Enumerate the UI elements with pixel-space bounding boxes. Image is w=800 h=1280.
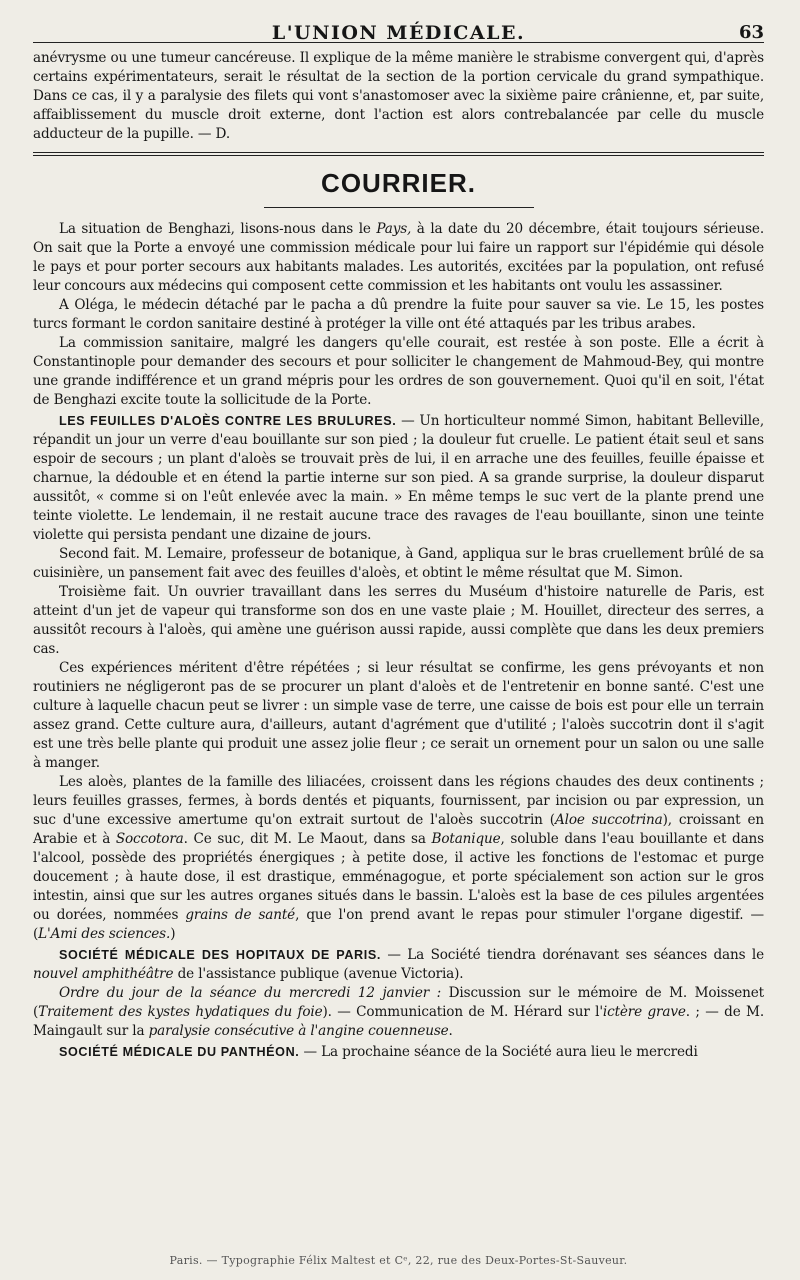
aloes-paragraph-3: Troisième fait. Un ouvrier travaillant dans les serres du Muséum d'histoire naturelle de Paris, est atteint d'un jet de vapeur qui transforme son dos en une vaste plaie ; M. Houillet, directeur des serres, a aussitôt recours à l'aloès, qui amène une guérison aussi rapide, aussi complète que dans les deux premiers cas. (33, 584, 764, 657)
hopitaux-agenda: Ordre du jour de la séance du mercredi 12 janvier : Discussion sur le mémoire de M. Moissenet (Traitement des kystes hydatiques du foie). — Communication de M. Hérard sur l'ictère grave. ; — de M. Maingault sur la paralysie consécutive à l'angine couenneuse. (33, 985, 764, 1039)
aloes-paragraph-2: Second fait. M. Lemaire, professeur de botanique, à Gand, appliqua sur le bras cruellement brûlé de sa cuisinière, un pansement fait avec des feuilles d'aloès, et obtint le même résultat que M. Simon. (33, 546, 764, 581)
benghazi-paragraph-3: La commission sanitaire, malgré les dangers qu'elle courait, est restée à son poste. Elle a écrit à Constantinople pour demander des secours et pour solliciter le changement de Mahmoud-Bey, qui montre une grande indifférence et un grand mépris pour les ordres de son gouvernement. Quoi qu'il en soit, l'état de Benghazi excite toute la sollicitude de la Porte. (33, 335, 764, 408)
pantheon-heading: SOCIÉTÉ MÉDICALE DU PANTHÉON. (59, 1045, 300, 1059)
running-head (33, 0, 764, 42)
aloes-paragraph-4: Ces expériences méritent d'être répétées ; si leur résultat se confirme, les gens prévoyants et non routiniers ne négligeront pas de se procurer un plant d'aloès et de l'entretenir en bonne santé. C'est une culture à laquelle chacun peut se livrer : un simple vase de terre, une caisse de bois est pour elle un terrain assez grand. Cette culture aura, d'ailleurs, autant d'agrément que d'utilité ; l'aloès succotrin dont il s'agit est une très belle plante qui produit une assez jolie fleur ; ce serait un ornement pour un salon ou une salle à manger. (33, 660, 764, 771)
section-divider (33, 152, 764, 156)
printer-imprint: Paris. — Typographie Félix Maltest et Cᵉ, 22, rue des Deux-Portes-St-Sauveur. (169, 1254, 628, 1267)
aloes-paragraph-1: LES FEUILLES D'ALOÈS CONTRE LES BRULURES. — Un horticulteur nommé Simon, habitant Belleville, répandit un jour un verre d'eau bouillante sur son pied ; la douleur fut cruelle. Le patient était seul et sans espoir de secours ; un plant d'aloès se trouvait près de lui, il en arrache une des feuilles, feuille épaisse et charnue, la dédouble et en étend la partie interne sur son pied. A sa grande surprise, la douleur disparut aussitôt, « comme si on l'eût enlevée avec la main. » En même temps le suc vert de la plante prend une teinte violette. Le lendemain, il ne restait aucune trace des ravages de l'eau bouillante, sinon une teinte violette qui persista pendant une dizaine de jours. (33, 413, 764, 543)
title-underline (264, 207, 534, 208)
journal-title: L'UNION MÉDICALE. (271, 22, 526, 44)
intro-paragraph: anévrysme ou une tumeur cancéreuse. Il explique de la même manière le strabisme convergent qui, d'après certains expérimentateurs, serait le résultat de la section de la portion cervicale du grand sympathique. Dans ce cas, il y a paralysie des filets qui vont s'anastomoser avec la sixième paire crânienne, et, par suite, affaiblissement du muscle droit externe, dont l'action est alors contrebalancée par celle du muscle adducteur de la pupille. — D. (33, 50, 764, 142)
benghazi-paragraph-1: La situation de Benghazi, lisons-nous dans le Pays, à la date du 20 décembre, était toujours sérieuse. On sait que la Porte a envoyé une commission médicale pour lui faire un rapport sur l'épidémie qui désole le pays et pour porter secours aux habitants malades. Les autorités, excitées par la population, ont refusé leur concours aux médecins qui composent cette commission et les habitants ont voulu les assassiner. (33, 221, 764, 294)
pantheon-paragraph: SOCIÉTÉ MÉDICALE DU PANTHÉON. — La prochaine séance de la Société aura lieu le mercredi (59, 1044, 698, 1060)
benghazi-paragraph-2: A Oléga, le médecin détaché par le pacha a dû prendre la fuite pour sauver sa vie. Le 15, les postes turcs formant le cordon sanitaire destiné à protéger la ville ont été attaqués par les tribus arabes. (33, 297, 764, 332)
page-number: 63 (738, 22, 764, 43)
aloes-paragraph-5: Les aloès, plantes de la famille des liliacées, croissent dans les régions chaudes des deux continents ; leurs feuilles grasses, fermes, à bords dentés et piquants, fournissent, par incision ou par expression, un suc d'une excessive amertume qu'on extrait surtout de l'aloès succotrin (Aloe succotrina), croissant en Arabie et à Soccotora. Ce suc, dit M. Le Maout, dans sa Botanique, soluble dans l'eau bouillante et dans l'alcool, possède des propriétés énergiques ; à petite dose, il active les fonctions de l'estomac et purge doucement ; à haute dose, il est drastique, emménagogue, et porte spécialement son action sur le gros intestin, ainsi que sur les autres organes situés dans le bassin. L'aloès est la base de ces pilules argentées ou dorées, nommées grains de santé, que l'on prend avant le repas pour stimuler l'organe digestif. — (L'Ami des sciences.) (33, 774, 765, 942)
hopitaux-paragraph: SOCIÉTÉ MÉDICALE DES HOPITAUX DE PARIS. — La Société tiendra dorénavant ses séances dans le nouvel amphithéâtre de l'assistance publique (avenue Victoria). (33, 947, 764, 982)
section-title: COURRIER. (321, 168, 476, 198)
hopitaux-heading: SOCIÉTÉ MÉDICALE DES HOPITAUX DE PARIS. (59, 948, 381, 962)
aloes-heading: LES FEUILLES D'ALOÈS CONTRE LES BRULURES. (59, 414, 397, 428)
